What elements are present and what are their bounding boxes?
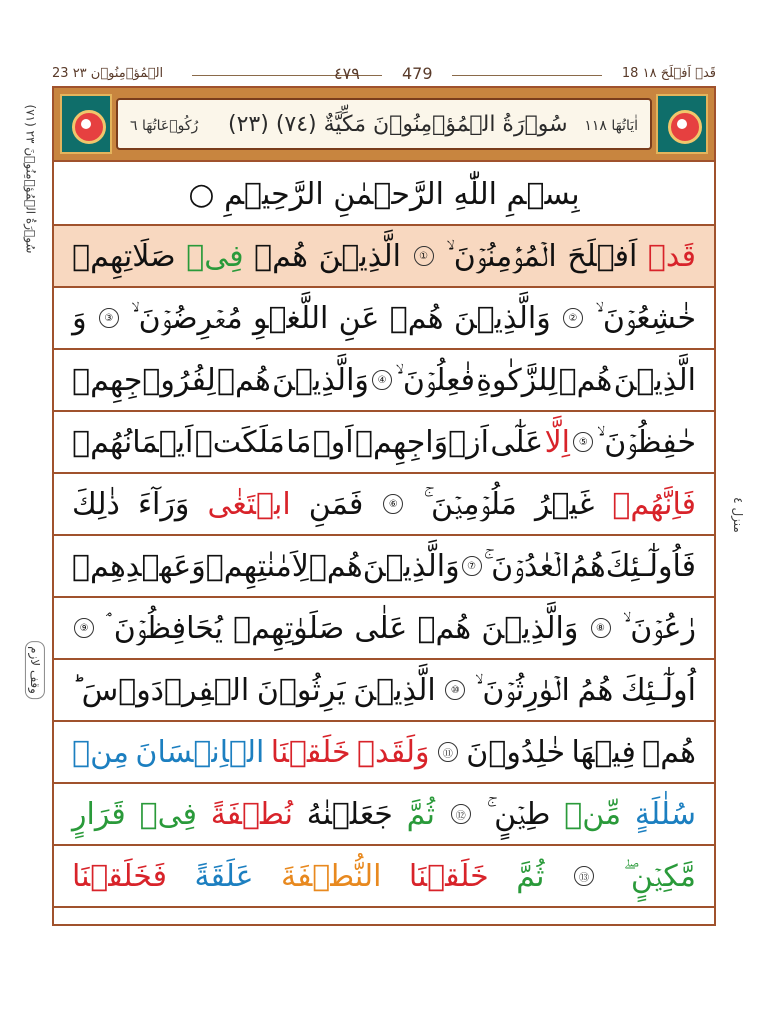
verse-word: صَلَاتِهِمۡ [72,238,176,274]
verse-word: مَّكِيۡنٍ ۖ [623,858,696,894]
verse-word: اِلَّا [544,424,571,460]
verse-line-line-3 [54,350,714,412]
verse-word: هُمۡ [389,300,444,336]
verse-word: الَّذِيۡنَ [613,362,696,398]
ayat-count: اٰيَاتُهَا ١١٨ [584,118,638,134]
verse-word: الۡعٰدُوۡنَ ۚ [483,548,570,584]
verse-word: عَنِ [338,300,380,336]
verse-line-line-7 [54,598,714,660]
verse-word: مَا [286,424,312,460]
verse-word: هُمُ [569,548,606,584]
verse-word: فَمَنِ [308,486,364,522]
verse-word: الۡاِنۡسَانَ [135,734,265,770]
verse-word: لِلزَّكٰوةِ [476,362,558,398]
verse-word: بِسۡمِ اللّٰهِ الرَّحۡمٰنِ الرَّحِيۡمِ ○ [188,176,580,212]
page-number-arabic: ٤٧٩ [334,64,360,83]
verse-word: هُمۡ [308,548,363,584]
verse-word: طِيۡنٍ ۚ [486,796,551,832]
verse-line-line-1 [54,226,714,288]
verse-word: اَيۡمَانُهُمۡ [72,424,194,460]
verse-word: خَلَقۡنَا [408,858,489,894]
waqf-badge: وقف لازم [25,641,45,699]
verse-word: غَيۡرُ [534,486,595,522]
verse-word: هُمۡ [254,238,308,274]
verse-line-line-2 [54,288,714,350]
verse-word: فِيۡهَا [571,734,636,770]
verse-word: هُمۡ [216,362,271,398]
verse-word: قَرَارٍ [72,796,126,832]
ayah-end-marker-icon: ⑫ [451,804,471,824]
verse-word: صَلَوٰتِهِمۡ [233,610,345,646]
ayah-end-marker-icon: ⑧ [591,618,611,638]
verse-word: وَ [72,300,87,336]
verse-word: الَّذِيۡنَ [353,672,436,708]
verse-word: عَلَقَةً [194,858,254,894]
ayah-end-marker-icon: ④ [372,370,392,390]
verse-word: لِاَمٰنٰتِهِمۡ [205,548,309,584]
page-header-bar [52,64,716,86]
ayah-end-marker-icon: ② [563,308,583,328]
verse-word: ابۡتَغٰى [207,486,291,522]
ayah-end-marker-icon: ⑨ [74,618,94,638]
verse-word: مُعۡرِضُوۡنَ ۙ [131,300,243,336]
verse-word: الۡفِرۡدَوۡسَ ؕ [72,672,250,708]
verse-word: وَالَّذِيۡنَ [481,610,579,646]
verse-line-bismillah [54,164,714,226]
surah-title-panel [116,98,652,150]
ornament-left-icon [60,94,112,154]
verse-line-line-4 [54,412,714,474]
side-surah-label: (٧١) سُوۡرَةُ الۡمُؤۡمِنُوۡنَ ٢٣ [23,104,38,254]
verse-line-line-10 [54,784,714,846]
verse-word: ثُمَّ [406,796,435,832]
verse-word: ذٰلِكَ [72,486,120,522]
verse-word: اَفۡلَحَ [567,238,638,274]
ayah-end-marker-icon: ⑬ [574,866,594,886]
verse-word: مَلُوۡمِيۡنَ ۚ [423,486,517,522]
ayah-end-marker-icon: ⑦ [462,556,482,576]
verse-line-line-5 [54,474,714,536]
verse-word: رٰعُوۡنَ ۙ [622,610,696,646]
juz-label: 18 قَدۡ اَفۡلَحَ ١٨ [621,66,716,81]
verse-word: خَلَقۡنَا [270,734,351,770]
manzil-label: منزل ٤ [730,497,745,533]
ayah-end-marker-icon: ③ [99,308,119,328]
verse-word: مَلَكَتۡ [194,424,285,460]
ayah-end-marker-icon: ⑥ [383,494,403,514]
verse-word: اَوۡ [312,424,354,460]
verse-word: فَاِنَّهُمۡ [612,486,696,522]
verse-word: هُمۡ [558,362,613,398]
verse-word: اُولٰٓـئِكَ [620,672,696,708]
verse-word: وَلَقَدۡ [356,734,430,770]
surah-title: (٢٣) سُوۡرَةُ الۡمُؤۡمِنُوۡنَ مَكِّيَّةٌ (٧٤) [228,112,568,137]
ornament-right-icon [656,94,708,154]
verse-word: وَرَآءَ [137,486,190,522]
verse-word: حٰفِظُوۡنَ ۙ [596,424,696,460]
verse-word: الۡوٰرِثُوۡنَ ۙ [474,672,570,708]
verse-word: جَعَلۡنٰهُ [306,796,393,832]
ayah-end-marker-icon: ⑪ [438,742,458,762]
ayah-end-marker-icon: ⑤ [573,432,593,452]
verse-word: خٰشِعُوۡنَ ۙ [595,300,696,336]
verse-word: سُلٰلَةٍ [634,796,696,832]
surah-label: 23 الۡمُؤۡمِنُوۡن ٢٣ [52,66,164,81]
verse-word: فِىۡ [139,796,197,832]
verse-word: نُطۡفَةً [210,796,293,832]
verse-word: وَعَهۡدِهِمۡ [72,548,206,584]
verse-word: لِفُرُوۡجِهِمۡ [72,362,216,398]
verse-word: مِّنۡ [564,796,622,832]
verse-word: عَلٰٓى [490,424,544,460]
verse-line-line-9 [54,722,714,784]
verse-word: يَرِثُوۡنَ [256,672,346,708]
verse-word: عَلٰى [354,610,408,646]
verse-word: فَاُولٰٓـئِكَ [605,548,696,584]
verse-word: النُّطۡفَةَ [281,858,382,894]
verse-word: خٰلِدُوۡنَ [466,734,566,770]
ayah-end-marker-icon: ⑩ [445,680,465,700]
verse-word: مِنۡ [72,734,130,770]
verse-line-line-11 [54,846,714,908]
verse-word: اَزۡوَاجِهِمۡ [354,424,489,460]
verse-word: هُمُ [577,672,614,708]
ayah-end-marker-icon: ① [414,246,434,266]
verse-word: الۡمُؤۡمِنُوۡنَ ۙ [446,238,557,274]
verse-word: الَّذِيۡنَ [318,238,401,274]
verse-word: وَالَّذِيۡنَ [362,548,460,584]
verse-word: قَدۡ [647,238,696,274]
verse-word: وَالَّذِيۡنَ [453,300,551,336]
page-number: 479 [402,64,433,83]
verse-word: فٰعِلُوۡنَ ۙ [395,362,475,398]
verse-word: ثُمَّ [516,858,545,894]
verse-line-line-8 [54,660,714,722]
surah-header [52,86,716,162]
verse-line-line-6 [54,536,714,598]
verse-word: اللَّغۡوِ [252,300,329,336]
verse-word: هُمۡ [642,734,696,770]
verse-word: وَالَّذِيۡنَ [272,362,369,398]
header-rule-right [452,75,602,76]
verse-word: فَخَلَقۡنَا [72,858,168,894]
verse-word: فِىۡ [186,238,244,274]
ruku-count: رُكُوۡعَاتُهَا ٦ [130,118,199,134]
verse-word: يُحَافِظُوۡنَ ۘ [106,610,223,646]
verse-word: هُمۡ [417,610,472,646]
